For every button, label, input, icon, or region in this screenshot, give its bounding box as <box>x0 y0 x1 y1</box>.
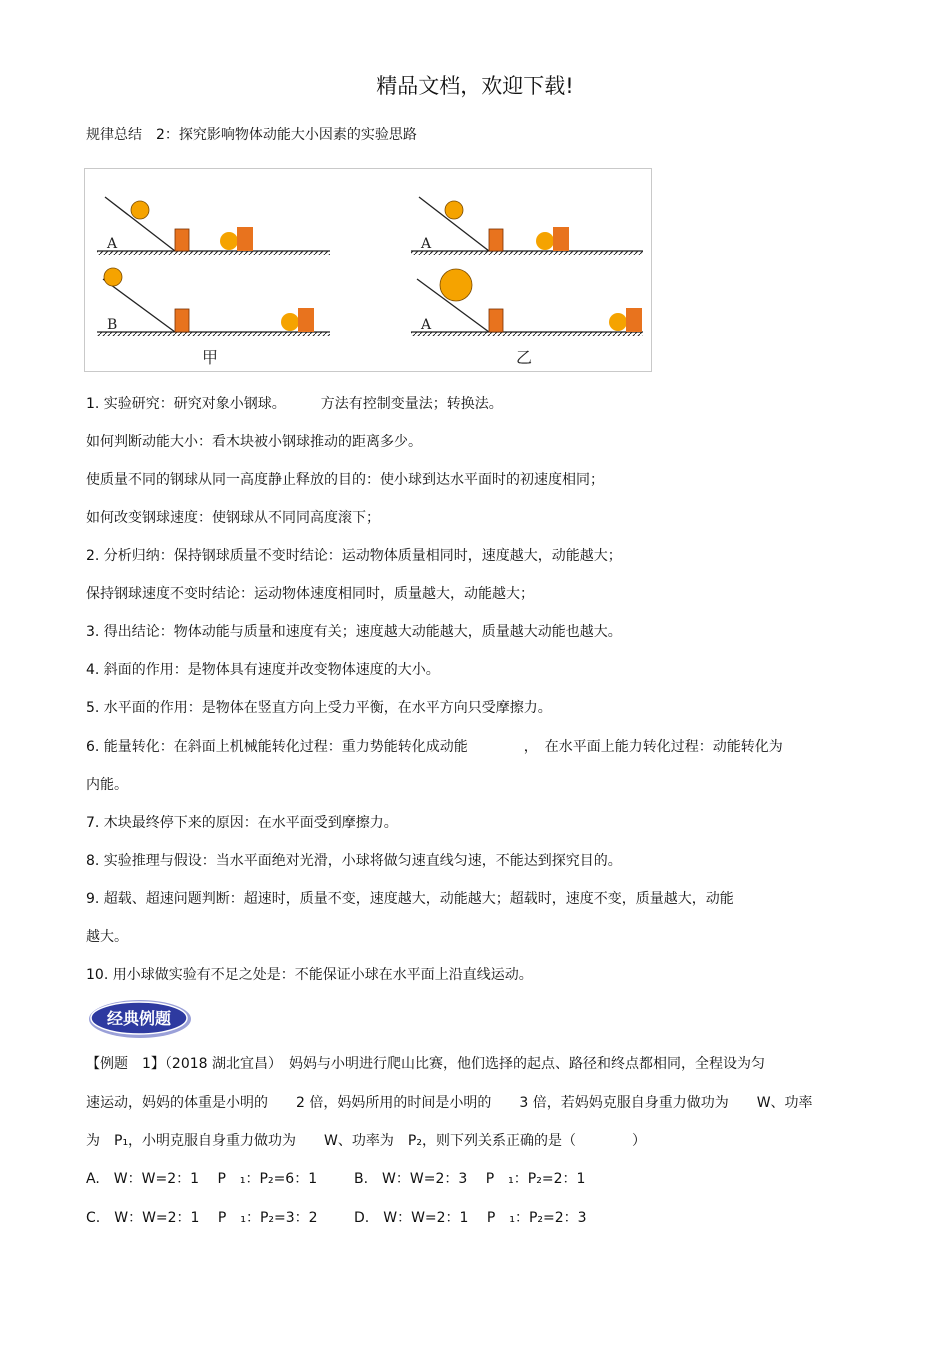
text-line: 1. 实验研究：研究对象小钢球。 方法有控制变量法；转换法。 <box>86 396 503 412</box>
ground-hatch <box>97 332 330 336</box>
text-line: 越大。 <box>86 929 128 945</box>
label-yi: 乙 <box>516 348 533 367</box>
badge-text: 经典例题 <box>106 1009 172 1028</box>
text-line: 10. 用小球做实验有不足之处是：不能保证小球在水平面上沿直线运动。 <box>86 967 533 983</box>
panel-yi-top <box>411 197 643 255</box>
label-a: A <box>421 236 432 252</box>
text-line: 8. 实验推理与假设：当水平面绝对光滑，小球将做匀速直线匀速，不能达到探究目的。 <box>86 853 622 869</box>
text-line: 6. 能量转化：在斜面上机械能转化过程：重力势能转化成动能 ， 在水平面上能力转化过程：动能转化为 <box>86 739 783 755</box>
block-after <box>553 227 569 251</box>
text-line: 4. 斜面的作用：是物体具有速度并改变物体速度的大小。 <box>86 662 440 678</box>
text-line: 2. 分析归纳：保持钢球质量不变时结论：运动物体质量相同时，速度越大，动能越大； <box>86 548 622 564</box>
steel-ball <box>104 268 122 286</box>
steel-ball <box>445 201 463 219</box>
text-line: 如何判断动能大小：看木块被小钢球推动的距离多少。 <box>86 434 422 450</box>
block-after <box>237 227 253 251</box>
ground-hatch <box>97 251 330 255</box>
panel-jia-bottom <box>97 268 330 367</box>
ball-after <box>281 313 299 331</box>
section-heading: 规律总结 2：探究影响物体动能大小因素的实验思路 <box>86 127 417 143</box>
example-line: 【例题 1】（2018 湖北宜昌） 妈妈与小明进行爬山比赛，他们选择的起点、路径和终点都相同，全程设为匀 <box>86 1056 765 1072</box>
steel-ball <box>131 201 149 219</box>
panel-yi-bottom <box>411 269 643 367</box>
ball-after <box>609 313 627 331</box>
ground-hatch <box>411 251 643 255</box>
label-a: A <box>107 236 118 252</box>
option-c: C. W：W=2：1 P ₁：P₂=3：2 <box>86 1210 318 1226</box>
label-a: A <box>421 317 432 333</box>
option-d: D. W：W=2：1 P ₁：P₂=2：3 <box>354 1210 587 1226</box>
text-line: 如何改变钢球速度：使钢球从不同同高度滚下； <box>86 510 380 526</box>
ball-after <box>220 232 238 250</box>
text-line: 使质量不同的钢球从同一高度静止释放的目的：使小球到达水平面时的初速度相同； <box>86 472 604 488</box>
wood-block <box>175 309 189 332</box>
ground-hatch <box>411 332 643 336</box>
experiment-figure <box>84 168 652 372</box>
page-title: 精品文档，欢迎下载! <box>376 74 574 98</box>
text-line: 9. 超载、超速问题判断：超速时，质量不变，速度越大，动能越大；超载时，速度不变，质量越大，动能 <box>86 891 734 907</box>
example-line: 速运动，妈妈的体重是小明的 2 倍，妈妈所用的时间是小明的 3 倍，若妈妈克服自身重力做功为 W、功率 <box>86 1095 813 1111</box>
text-line: 5. 水平面的作用：是物体在竖直方向上受力平衡，在水平方向只受摩擦力。 <box>86 700 552 716</box>
example-line: 为 P₁，小明克服自身重力做功为 W、功率为 P₂，则下列关系正确的是（ ） <box>86 1133 646 1149</box>
wood-block <box>489 229 503 251</box>
label-jia: 甲 <box>202 348 219 367</box>
option-b: B. W：W=2：3 P ₁：P₂=2：1 <box>354 1171 586 1187</box>
steel-ball-large <box>440 269 472 301</box>
text-line: 保持钢球速度不变时结论：运动物体速度相同时，质量越大，动能越大； <box>86 586 534 602</box>
block-after <box>626 308 642 332</box>
ball-after <box>536 232 554 250</box>
wood-block <box>175 229 189 251</box>
text-line: 3. 得出结论：物体动能与质量和速度有关；速度越大动能越大，质量越大动能也越大。 <box>86 624 622 640</box>
wood-block <box>489 309 503 332</box>
option-a: A. W：W=2：1 P ₁：P₂=6：1 <box>86 1171 318 1187</box>
label-b: B <box>107 317 118 333</box>
panel-jia-top <box>97 197 330 255</box>
text-line: 7. 木块最终停下来的原因：在水平面受到摩擦力。 <box>86 815 398 831</box>
experiment-diagram <box>85 169 651 371</box>
block-after <box>298 308 314 332</box>
text-line: 内能。 <box>86 777 128 793</box>
classic-example-badge <box>88 999 192 1039</box>
